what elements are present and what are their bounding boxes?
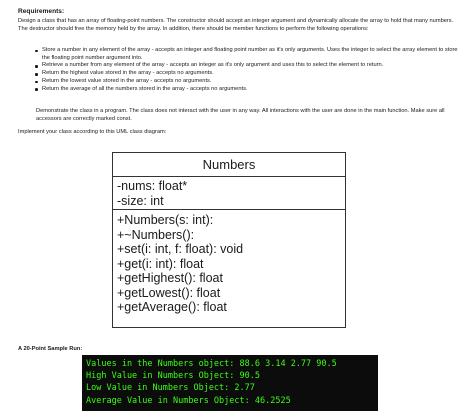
- uml-attribute: -nums: float*: [117, 179, 188, 193]
- list-item: Return the average of all the numbers stored in the array - accepts no arguments.: [36, 86, 462, 94]
- requirements-intro: Design a class that has an array of floating-point numbers. The constructor should accept an integer argument and dynamically allocate the array to hold that many numbers. The destructor should free the memory held by the array. In addition, there should be member functions to perform the following operations:: [18, 18, 454, 33]
- uml-method: +getLowest(): float: [117, 285, 221, 300]
- requirements-heading: Requirements:: [18, 8, 65, 15]
- uml-method: +get(i: int): float: [117, 256, 204, 271]
- uml-method: +getHighest(): float: [117, 271, 223, 285]
- uml-method: +~Numbers():: [117, 227, 195, 242]
- list-item: Store a number in any element of the array - accepts an integer and floating point number as it's only arguments. Uses the integer to select the array element to store the floating point number argument into.: [36, 47, 462, 62]
- uml-class-diagram: [112, 152, 346, 328]
- uml-method: +getAverage(): float: [117, 300, 227, 314]
- sample-run-heading: A 20-Point Sample Run:: [18, 346, 83, 352]
- sample-run-terminal: [82, 355, 378, 411]
- list-item: Return the highest value stored in the array - accepts no arguments.: [36, 70, 462, 78]
- uml-methods: [113, 210, 345, 315]
- uml-method: +Numbers(s: int):: [117, 213, 214, 227]
- uml-attribute: -size: int: [117, 193, 164, 208]
- terminal-line: Values in the Numbers object: 88.6 3.14 2.77 90.5: [86, 359, 337, 369]
- terminal-line: Low Value in Numbers Object: 2.77: [86, 383, 255, 394]
- list-item: Return the lowest value stored in the array - accepts no arguments.: [36, 78, 462, 86]
- list-item: Retrieve a number from any element of the array - accepts an integer as it's only argument and uses this to select the element to return.: [36, 62, 462, 70]
- demonstrate-note: Demonstrate the class in a program. The class does not interact with the user in any way. All interactions with the user are done in the main function. Make sure all accessors are correctly marked const.: [36, 108, 445, 123]
- terminal-line: Average Value in Numbers Object: 46.2525: [86, 395, 291, 406]
- uml-class-name: Numbers: [113, 153, 345, 177]
- uml-method: +set(i: int, f: float): void: [117, 242, 244, 256]
- uml-attributes: [113, 177, 345, 210]
- operations-list: [36, 47, 462, 93]
- terminal-line: High Value in Numbers Object: 90.5: [86, 371, 260, 382]
- implement-note: Implement your class according to this UML class diagram:: [18, 129, 167, 135]
